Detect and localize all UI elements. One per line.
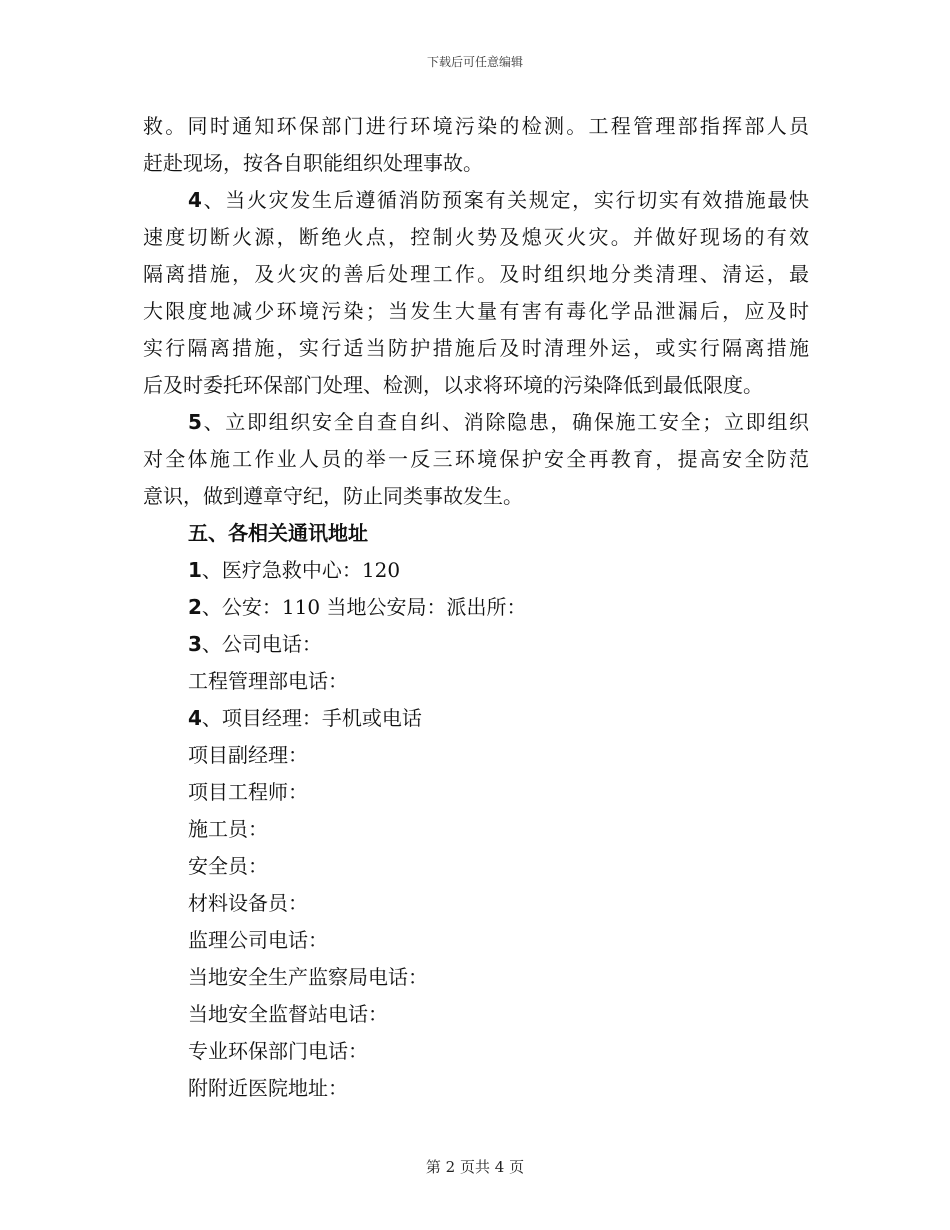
contact-text: 项目副经理： — [188, 743, 308, 767]
section-heading: 五、各相关通讯地址 — [188, 521, 368, 545]
contact-item — [143, 700, 809, 737]
paragraph-line: 后及时委托环保部门处理、检测，以求将环境的污染降低到最低限度。 — [143, 373, 763, 397]
document-body — [143, 108, 809, 1107]
paragraph-line: 赶赴现场，按各自职能组织处理事故。 — [143, 151, 483, 175]
contact-item — [143, 811, 809, 848]
contact-item — [143, 552, 809, 589]
contact-text: 项目工程师： — [188, 780, 308, 804]
contact-text: 当地安全生产监察局电话： — [188, 965, 428, 989]
page-header: 下载后可任意编辑 — [426, 55, 523, 69]
paragraph-line: 隔离措施，及火灾的善后处理工作。及时组织地分类清理、清运，最 — [143, 262, 809, 286]
contact-item — [143, 1033, 809, 1070]
contact-item — [143, 626, 809, 663]
paragraph-line: 意识，做到遵章守纪，防止同类事故发生。 — [143, 484, 523, 508]
paragraph-line: 实行隔离措施，实行适当防护措施后及时清理外运，或实行隔离措施 — [143, 336, 809, 360]
contact-text: 安全员： — [188, 854, 268, 878]
contact-item — [143, 996, 809, 1033]
contact-item — [143, 1070, 809, 1107]
contact-text: 施工员： — [188, 817, 268, 841]
paragraph-line — [143, 182, 809, 219]
contact-item — [143, 885, 809, 922]
contact-item — [143, 737, 809, 774]
contact-text: 材料设备员： — [188, 891, 308, 915]
item-number: 4 — [188, 706, 202, 730]
contact-text: 、公司电话： — [201, 632, 322, 656]
contact-item — [143, 959, 809, 996]
paragraph-text: 、立即组织安全自查自纠、消除隐患，确保施工安全；立即组织 — [201, 410, 809, 434]
item-number: 2 — [188, 595, 202, 619]
paragraph-text: 、当火灾发生后遵循消防预案有关规定，实行切实有效措施最快 — [201, 188, 809, 212]
item-number: 1 — [188, 558, 202, 582]
contact-item — [143, 848, 809, 885]
page-footer: 第 2 页共 4 页 — [425, 1158, 525, 1176]
contact-item — [143, 589, 809, 626]
contact-text: 当地安全监督站电话： — [188, 1002, 388, 1026]
contact-item — [143, 663, 809, 700]
contact-text: 专业环保部门电话： — [188, 1039, 368, 1063]
paragraph-line: 救。同时通知环保部门进行环境污染的检测。工程管理部指挥部人员 — [143, 114, 809, 138]
paragraph-line: 速度切断火源，断绝火点，控制火势及熄灭火灾。并做好现场的有效 — [143, 225, 809, 249]
contact-item — [143, 922, 809, 959]
contact-text: 附附近医院地址： — [188, 1076, 348, 1100]
contact-text: 、公安：110 当地公安局：派出所： — [201, 595, 527, 619]
item-number: 5 — [188, 410, 202, 434]
paragraph-line: 对全体施工作业人员的举一反三环境保护安全再教育，提高安全防范 — [143, 447, 809, 471]
contact-item — [143, 774, 809, 811]
paragraph-line — [143, 404, 809, 441]
contact-text: 监理公司电话： — [188, 928, 328, 952]
item-number: 4 — [188, 188, 202, 212]
item-number: 3 — [188, 632, 202, 656]
contact-text: 、医疗急救中心：120 — [201, 558, 401, 582]
paragraph-line: 大限度地减少环境污染；当发生大量有害有毒化学品泄漏后，应及时 — [143, 299, 809, 323]
contact-text: 工程管理部电话： — [188, 669, 348, 693]
contact-text: 、项目经理：手机或电话 — [201, 706, 422, 730]
